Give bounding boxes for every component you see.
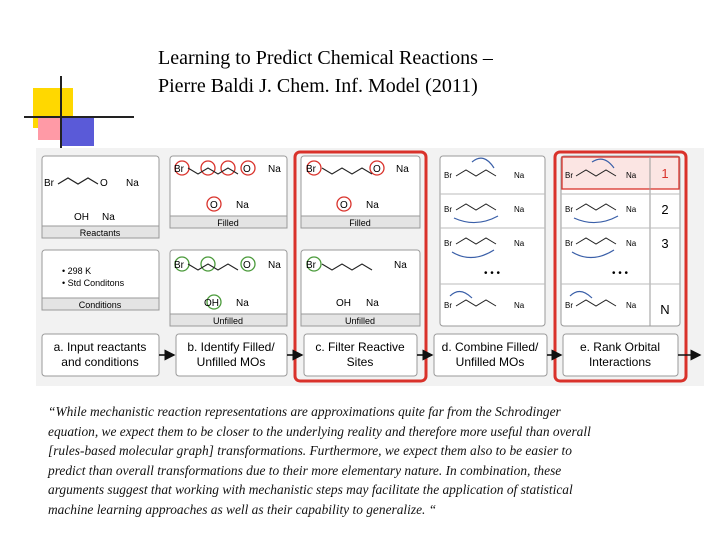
stage-c-line-2: Sites <box>346 355 374 369</box>
filter-unfilled-na-ion-label: Na <box>366 298 379 309</box>
unfilled-caption: Unfilled <box>212 316 244 326</box>
slide-title <box>158 44 678 100</box>
filtered-filled-panel <box>301 156 420 228</box>
condition-temperature: • 298 K <box>62 266 92 276</box>
filter-br-label: Br <box>306 164 316 175</box>
title-line-2: Pierre Baldi J. Chem. Inf. Model (2011) <box>158 75 478 97</box>
filtered-unfilled-panel <box>301 250 420 326</box>
figure-svg <box>36 148 704 386</box>
svg-text:Br: Br <box>565 239 573 248</box>
filled-br-label: Br <box>174 164 184 175</box>
svg-text:Br: Br <box>444 171 452 180</box>
svg-text:Na: Na <box>514 171 525 180</box>
stage-e-line-2: Interactions <box>588 355 652 369</box>
unfilled-na-label: Na <box>268 260 281 271</box>
unfilled-mo-panel <box>170 250 287 326</box>
unfilled-oh-label: OH <box>204 298 219 309</box>
o-atom-label: O <box>100 178 108 189</box>
br-atom-label: Br <box>44 178 54 189</box>
condition-standard: • Std Conditons <box>62 278 125 288</box>
quote-line-1: “While mechanistic reaction representations are approximations quite far from the Schrodinger <box>48 404 561 419</box>
reactants-panel <box>42 156 159 238</box>
reaction-prediction-figure <box>36 148 704 386</box>
filter-unfilled-br-label: Br <box>306 260 316 271</box>
stage-e-line-1: e. Rank Orbital <box>579 340 661 354</box>
svg-text:Na: Na <box>626 205 637 214</box>
pipeline-stages <box>42 334 700 376</box>
filter-unfilled-na-label: Na <box>394 260 407 271</box>
quote-line-2: equation, we expect them to be closer to the underlying reality and therefore more useful than overall <box>48 423 591 439</box>
rank-2-label: 2 <box>661 202 669 217</box>
stage-a-line-2: and conditions <box>61 355 139 369</box>
svg-text:Br: Br <box>565 171 573 180</box>
combination-ellipsis: • • • <box>483 268 501 279</box>
quote-line-4: predict than overall transformations due to their more elementary nature. In combination, these <box>48 462 562 478</box>
filter-oh-o-label: O <box>340 200 348 211</box>
na-atom-label: Na <box>126 178 139 189</box>
filter-unfilled-caption: Unfilled <box>344 316 376 326</box>
ranked-ellipsis: • • • <box>611 268 629 279</box>
filter-o-label: O <box>373 164 381 175</box>
stage-a-line-1: a. Input reactants <box>53 340 147 354</box>
oh-label: OH <box>74 212 89 223</box>
stage-c-line-1: c. Filter Reactive <box>315 340 405 354</box>
ranked-interactions-panel <box>561 156 680 326</box>
svg-text:Na: Na <box>626 301 637 310</box>
filter-oh-na-label: Na <box>366 200 379 211</box>
unfilled-o-label: O <box>243 260 251 271</box>
svg-text:Br: Br <box>444 239 452 248</box>
svg-text:Na: Na <box>626 171 637 180</box>
filled-o-label: O <box>243 164 251 175</box>
svg-text:Na: Na <box>514 205 525 214</box>
deco-horizontal-line <box>24 116 134 118</box>
svg-text:Br: Br <box>565 301 573 310</box>
unfilled-na-ion-label: Na <box>236 298 249 309</box>
stage-d-line-1: d. Combine Filled/ <box>441 340 539 354</box>
stage-b-line-1: b. Identify Filled/ <box>187 340 275 354</box>
conditions-caption: Conditions <box>78 300 122 310</box>
svg-text:Br: Br <box>444 205 452 214</box>
deco-vertical-line <box>60 76 62 148</box>
stage-b-line-2: Unfilled MOs <box>196 355 266 369</box>
filter-na-label: Na <box>396 164 409 175</box>
rank-3-label: 3 <box>661 236 669 251</box>
filled-mo-panel <box>170 156 287 228</box>
rank-1-label: 1 <box>661 166 669 181</box>
quote-line-6: machine learning approaches as well as their capability to generalize. “ <box>48 501 437 517</box>
svg-text:Na: Na <box>514 239 525 248</box>
title-line-1: Learning to Predict Chemical Reactions – <box>158 47 493 69</box>
filled-oh-na-label: Na <box>236 200 249 211</box>
filled-na-label: Na <box>268 164 281 175</box>
rank-n-label: N <box>660 302 670 317</box>
svg-text:Na: Na <box>626 239 637 248</box>
deco-blue-square <box>62 116 94 146</box>
quote-line-5: arguments suggest that working with mechanistic steps may facilitate the application of statistical <box>48 482 573 498</box>
quote-line-3: [rules-based molecular graph] transformations. Furthermore, we expect them also to be easier to <box>48 443 572 459</box>
filter-filled-caption: Filled <box>349 218 371 228</box>
conditions-panel <box>42 250 159 310</box>
filter-unfilled-oh-label: OH <box>336 298 351 309</box>
na-ion-label: Na <box>102 212 115 223</box>
quote-paragraph <box>48 402 708 520</box>
svg-text:Br: Br <box>444 301 452 310</box>
combined-mo-panel <box>440 156 545 326</box>
svg-text:Br: Br <box>565 205 573 214</box>
svg-text:Na: Na <box>514 301 525 310</box>
unfilled-br-label: Br <box>174 260 184 271</box>
filled-oh-o-label: O <box>210 200 218 211</box>
filled-caption: Filled <box>217 218 239 228</box>
stage-d-line-2: Unfilled MOs <box>455 355 525 369</box>
reactants-caption: Reactants <box>79 228 121 238</box>
